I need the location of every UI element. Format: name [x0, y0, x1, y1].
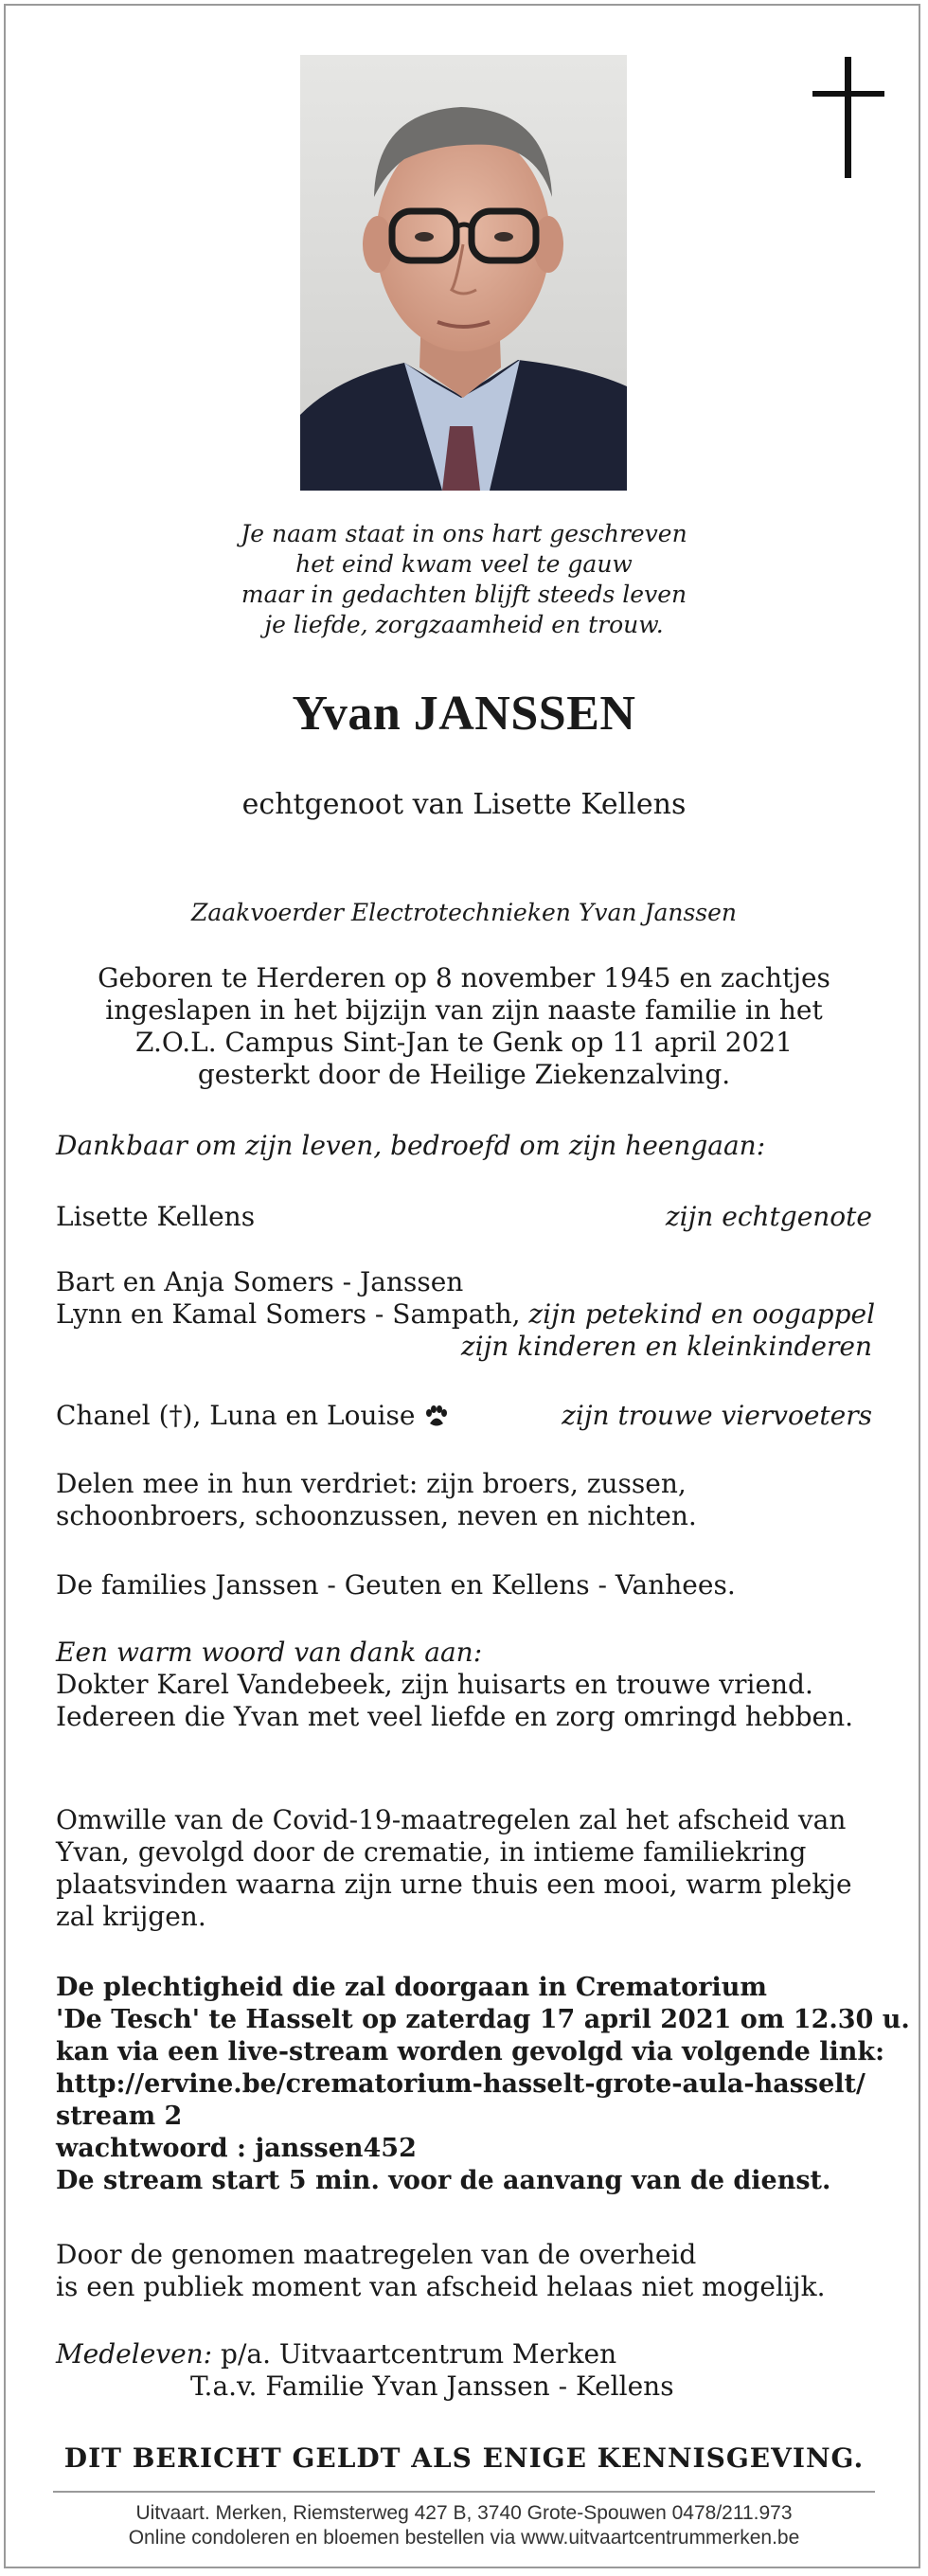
thanks-intro: Een warm woord van dank aan:: [56, 1637, 483, 1668]
cross-icon: [812, 57, 884, 178]
footer-website[interactable]: Online condoleren en bloemen bestellen via www.uitvaartcentrummerken.be: [128, 2527, 800, 2549]
portrait-illustration: [300, 55, 627, 491]
thanks-block: [56, 1637, 872, 1733]
share-grief: [56, 1468, 872, 1532]
birth-line: Z.O.L. Campus Sint-Jan te Genk op 11 april 2021: [135, 1027, 793, 1058]
condolences-attn: T.a.v. Familie Yvan Janssen - Kellens: [190, 2370, 674, 2402]
poem-line: maar in gedachten blijft steeds leven: [241, 581, 687, 608]
condolences-block: [56, 2338, 872, 2403]
ceremony-line: stream 2: [56, 2102, 183, 2131]
poem-line: het eind kwam veel te gauw: [295, 550, 633, 578]
portrait-photo: [300, 55, 627, 491]
business-line: Zaakvoerder Electrotechnieken Yvan Janssen: [190, 899, 738, 926]
thanks-line: Dokter Karel Vandebeek, zijn huisarts en trouwe vriend.: [56, 1669, 813, 1700]
birth-line: gesterkt door de Heilige Ziekenzalving.: [197, 1059, 731, 1090]
footer-address: Uitvaart. Merken, Riemsterweg 427 B, 3740 Grote-Spouwen 0478/211.973: [135, 2502, 793, 2524]
poem: [0, 519, 928, 640]
livestream-link[interactable]: http://ervine.be/crematorium-hasselt-grote-aula-hasselt/: [56, 2069, 866, 2099]
thanks-line: Iedereen die Yvan met veel liefde en zorg omringd hebben.: [56, 1701, 853, 1732]
pets-names: Chanel (†), Luna en Louise: [56, 1400, 416, 1431]
ceremony-line: De plechtigheid die zal doorgaan in Crematorium: [56, 1973, 767, 2002]
pets-role: zijn trouwe viervoeters: [562, 1400, 872, 1431]
ceremony-line: kan via een live-stream worden gevolgd via volgende link:: [56, 2037, 885, 2066]
poem-line: je liefde, zorgzaamheid en trouw.: [264, 611, 664, 638]
spouse-line: echtgenoot van Lisette Kellens: [241, 788, 687, 821]
no-public-block: [56, 2239, 872, 2303]
families-line: De families Janssen - Geuten en Kellens - Vanhees.: [56, 1569, 736, 1601]
family-wife: [56, 1201, 872, 1233]
share-grief-line: Delen mee in hun verdriet: zijn broers, zussen,: [56, 1468, 687, 1499]
ceremony-line: De stream start 5 min. voor de aanvang van de dienst.: [56, 2166, 831, 2195]
wife-name: Lisette Kellens: [56, 1201, 256, 1232]
no-public-line: Door de genomen maatregelen van de overheid: [56, 2239, 697, 2270]
birth-line: ingeslapen in het bijzijn van zijn naaste familie in het: [105, 994, 823, 1026]
ceremony-block: [56, 1972, 910, 2197]
notice: DIT BERICHT GELDT ALS ENIGE KENNISGEVING.: [63, 2442, 865, 2474]
family-children: [56, 1266, 876, 1363]
children-names: Bart en Anja Somers - Janssen: [56, 1266, 464, 1297]
no-public-line: is een publiek moment van afscheid helaas niet mogelijk.: [56, 2271, 826, 2302]
children-role: zijn kinderen en kleinkinderen: [460, 1331, 872, 1362]
paw-icon: [423, 1405, 448, 1428]
poem-line: Je naam staat in ons hart geschreven: [241, 520, 687, 547]
deceased-name: Yvan JANSSEN: [292, 687, 636, 741]
ceremony-line: 'De Tesch' te Hasselt op zaterdag 17 april 2021 om 12.30 u.: [56, 2005, 910, 2034]
wife-role: zijn echtgenote: [665, 1201, 872, 1232]
family-pets: [56, 1400, 872, 1432]
footer: [0, 2501, 928, 2550]
grandchild-names: Lynn en Kamal Somers - Sampath,: [56, 1298, 521, 1330]
mourners-intro: Dankbaar om zijn leven, bedroefd om zijn heengaan:: [56, 1130, 766, 1161]
covid-line: plaatsvinden waarna zijn urne thuis een mooi, warm plekje: [56, 1869, 852, 1900]
condolences-label: Medeleven:: [56, 2338, 213, 2370]
birth-details: [0, 962, 928, 1091]
birth-line: Geboren te Herderen op 8 november 1945 en zachtjes: [98, 962, 830, 993]
covid-line: Omwille van de Covid-19-maatregelen zal het afscheid van: [56, 1804, 847, 1835]
covid-line: Yvan, gevolgd door de crematie, in intieme familiekring: [56, 1836, 807, 1868]
covid-block: [56, 1804, 872, 1933]
grandchild-role: zijn petekind en oogappel: [528, 1298, 876, 1330]
condolences-address: p/a. Uitvaartcentrum Merken: [221, 2338, 617, 2370]
footer-divider: [53, 2491, 875, 2493]
share-grief-line: schoonbroers, schoonzussen, neven en nichten.: [56, 1500, 697, 1531]
covid-line: zal krijgen.: [56, 1901, 206, 1932]
password-line: wachtwoord : janssen452: [56, 2134, 417, 2163]
